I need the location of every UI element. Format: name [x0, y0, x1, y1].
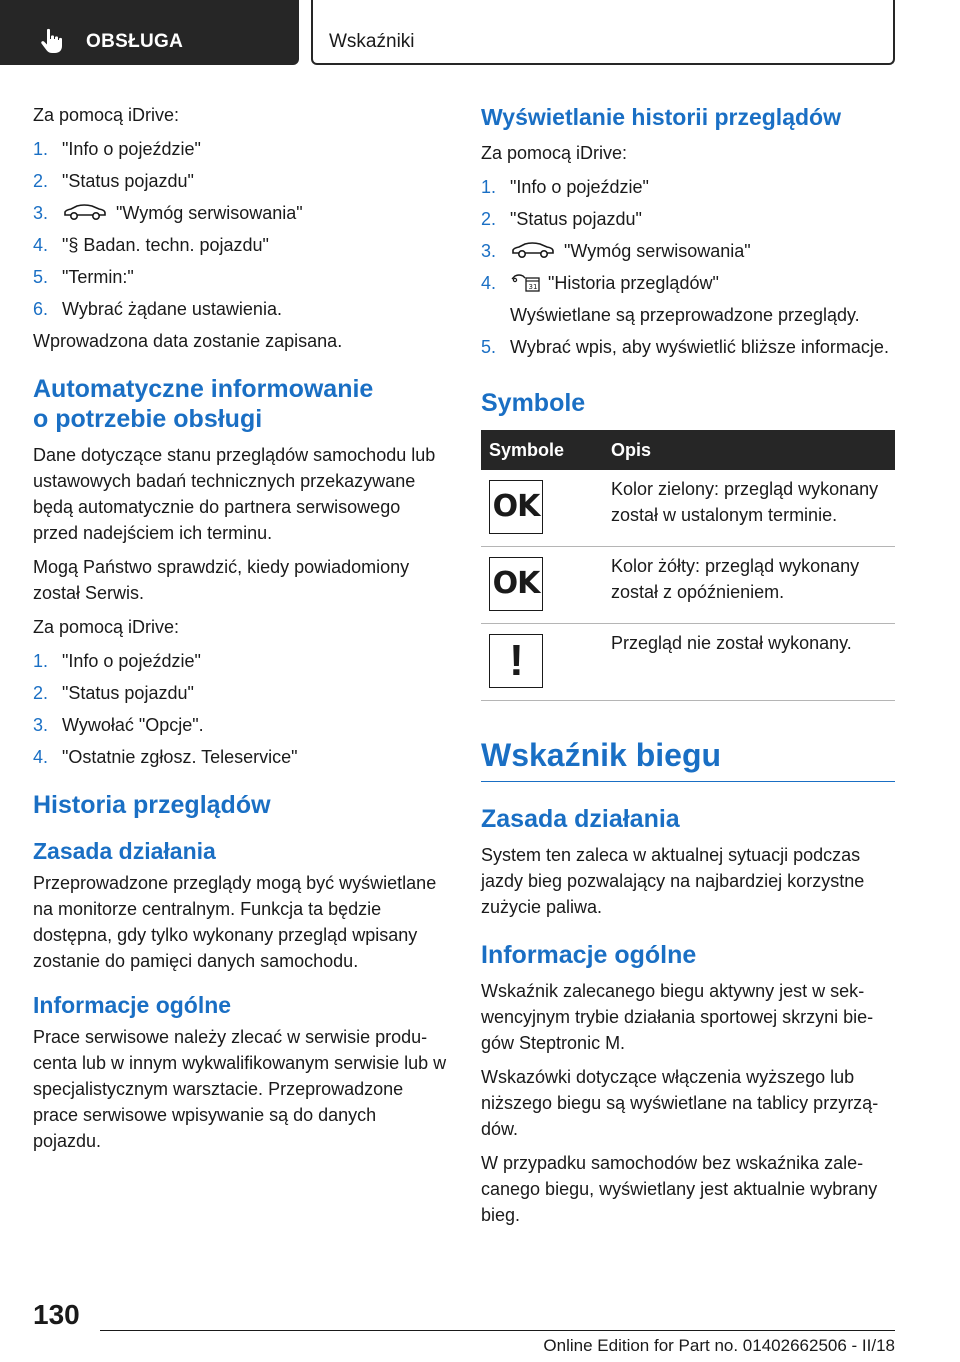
list-item — [33, 712, 449, 738]
edition-text: Online Edition for Part no. 01402662506 - II/18 — [543, 1336, 895, 1355]
table-header-row — [481, 430, 895, 470]
list-item — [481, 238, 895, 264]
list-item — [33, 648, 449, 674]
step-number: 3. — [33, 203, 49, 223]
step-text: Wybrać żądane ustawienia. — [62, 299, 282, 319]
symbol-cell — [481, 624, 603, 701]
list-item — [33, 200, 449, 226]
step-number: 3. — [481, 241, 497, 261]
step-number: 4. — [33, 235, 49, 255]
table-row — [481, 470, 895, 547]
body-text: Mogą Państwo sprawdzić, kiedy powiadomiony został Serwis. — [33, 557, 410, 603]
step-text: "Info o pojeździe" — [510, 177, 649, 197]
subsection-heading: Informacje ogólne — [33, 992, 232, 1018]
step-text: "Wymóg serwisowania" — [564, 241, 751, 261]
heading-line: Automatyczne informowanie — [33, 375, 374, 403]
ok-green-icon: OK — [489, 480, 543, 534]
table-row — [481, 547, 895, 624]
step-number: 4. — [481, 273, 497, 293]
car-icon — [62, 203, 108, 221]
step-number: 6. — [33, 299, 49, 319]
step-text: "Info o pojeździe" — [62, 139, 201, 159]
right-column — [481, 102, 895, 1236]
body-text: Wskaźnik zalecanego biegu aktywny jest w sekwencyjnym trybie działania sportowej skrzyni biegów Steptronic M. — [481, 981, 874, 1053]
section-heading: Zasada działania — [481, 805, 680, 833]
step-text: Wybrać wpis, aby wyświetlić bliższe informacje. — [510, 337, 889, 357]
step-text: "Ostatnie zgłosz. Teleservice" — [62, 747, 298, 767]
step-text: Wywołać "Opcje". — [62, 715, 204, 735]
list-item — [33, 232, 449, 258]
column-header: Opis — [603, 430, 895, 470]
steps-list-3 — [481, 174, 895, 360]
table-row — [481, 624, 895, 701]
left-column — [33, 102, 449, 1162]
step-text: "§ Badan. techn. pojazdu" — [62, 235, 269, 255]
car-icon — [510, 241, 556, 259]
chapter-tab — [311, 0, 895, 65]
description-cell: Kolor zielony: przegląd wykonany został w ustalonym terminie. — [603, 470, 895, 547]
step-text: "Info o pojeździe" — [62, 651, 201, 671]
step-number: 1. — [33, 651, 49, 671]
list-item — [481, 334, 895, 360]
service-history-icon — [510, 271, 542, 293]
chapter-title: Wskaźniki — [329, 31, 415, 52]
body-text: System ten zaleca w aktualnej sytuacji podczas jazdy bieg pozwalający na najbardziej korzystne zużycie paliwa. — [481, 845, 865, 917]
svg-text:31: 31 — [528, 283, 538, 291]
subsection-heading: Wyświetlanie historii przeglądów — [481, 104, 841, 130]
footer-divider — [100, 1330, 895, 1331]
step-text: "Wymóg serwisowania" — [116, 203, 303, 223]
subsection-heading: Zasada działania — [33, 838, 216, 864]
list-item — [33, 264, 449, 290]
symbols-table — [481, 430, 895, 701]
list-item — [33, 744, 449, 770]
step-number: 1. — [481, 177, 497, 197]
section-heading: Historia przeglądów — [33, 791, 271, 819]
intro-text: Za pomocą iDrive: — [33, 105, 180, 125]
intro-text: Za pomocą iDrive: — [33, 617, 180, 637]
step-number: 2. — [481, 209, 497, 229]
step-number: 2. — [33, 171, 49, 191]
list-item — [33, 680, 449, 706]
step-text: "Status pojazdu" — [62, 171, 194, 191]
step-number: 2. — [33, 683, 49, 703]
body-text: Wskazówki dotyczące włączenia wyższego lub niższego biegu są wyświetlane na tablicy przyrządów. — [481, 1067, 879, 1139]
heading-line: o potrzebie obsługi — [33, 405, 263, 433]
section-tab — [0, 0, 299, 65]
description-cell: Kolor żółty: przegląd wykonany został z opóźnieniem. — [603, 547, 895, 624]
exclamation-icon: ! — [489, 634, 543, 688]
step-note: Wyświetlane są przeprowadzone przeglądy. — [510, 305, 860, 325]
body-text: Wprowadzona data zostanie zapisana. — [33, 331, 343, 351]
list-item — [33, 168, 449, 194]
page-number: 130 — [33, 1299, 80, 1330]
step-text: "Status pojazdu" — [62, 683, 194, 703]
step-number: 5. — [33, 267, 49, 287]
step-text: "Historia przeglądów" — [548, 273, 719, 293]
symbol-cell — [481, 470, 603, 547]
body-text: Przeprowadzone przeglądy mogą być wyświetlane na monitorze centralnym. Funkcja ta będzie dostępna, gdy tylko wykonany przegląd wpisany zostanie do pamięci danych samochodu. — [33, 873, 437, 971]
step-text: "Termin:" — [62, 267, 134, 287]
section-heading — [33, 374, 449, 434]
section-heading: Informacje ogólne — [481, 941, 697, 969]
symbol-cell — [481, 547, 603, 624]
list-item — [33, 136, 449, 162]
step-number: 4. — [33, 747, 49, 767]
step-number: 3. — [33, 715, 49, 735]
step-text: "Status pojazdu" — [510, 209, 642, 229]
body-text: W przypadku samochodów bez wskaźnika zalecanego biegu, wyświetlany jest aktualnie wybrany bieg. — [481, 1153, 878, 1225]
list-item — [481, 270, 895, 328]
step-number: 5. — [481, 337, 497, 357]
column-header: Symbole — [481, 430, 603, 470]
section-label: OBSŁUGA — [86, 31, 184, 52]
chapter-heading: Wskaźnik biegu — [481, 735, 895, 782]
steps-list-1 — [33, 136, 449, 322]
list-item — [481, 174, 895, 200]
body-text: Dane dotyczące stanu przeglądów samochodu lub ustawowych badań technicznych przekazywane będą automatycznie do partnera serwisowego przed nadejściem ich terminu. — [33, 445, 436, 543]
step-number: 1. — [33, 139, 49, 159]
steps-list-2 — [33, 648, 449, 770]
section-heading: Symbole — [481, 389, 586, 417]
intro-text: Za pomocą iDrive: — [481, 143, 628, 163]
list-item — [481, 206, 895, 232]
hand-pointer-icon — [38, 27, 66, 55]
list-item — [33, 296, 449, 322]
ok-yellow-icon: OK — [489, 557, 543, 611]
body-text: Prace serwisowe należy zlecać w serwisie producenta lub w innym wykwalifikowanym serwisie lub w specjalistycznym warsztacie. Przeprowadzone prace serwisowe wpisywanie są do danych pojazdu. — [33, 1027, 447, 1151]
description-cell: Przegląd nie został wykonany. — [603, 624, 895, 701]
